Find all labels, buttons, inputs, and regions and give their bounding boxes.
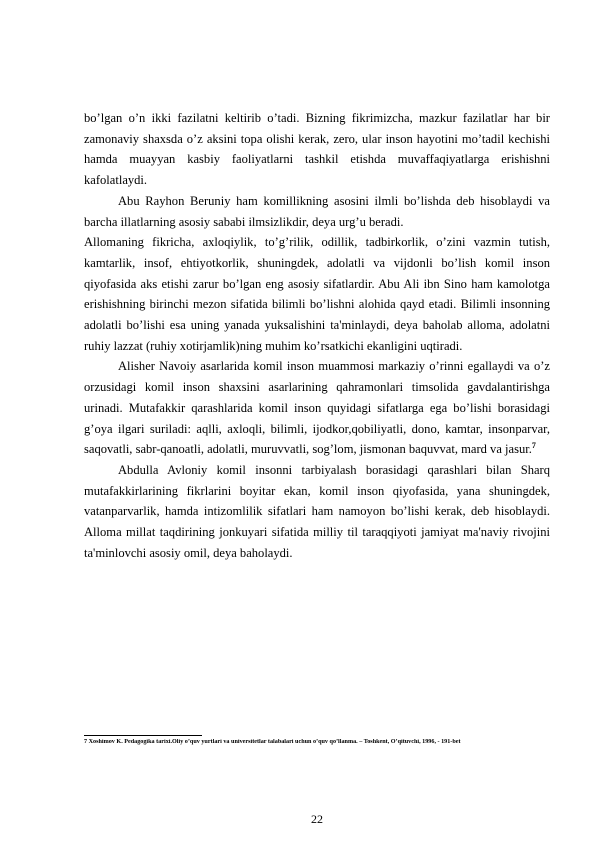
paragraph-text: Alisher Navoiy asarlarida komil inson muammosi markaziy o’rinni egallaydi va o’z orzusidagi komil inson shaxsini asarlarining qahramonlari timsolida gavdalantirishga urinadi. Mutafakkir qarashlarida komil inson quyidagi sifatlarga ega bo’lishi borasidagi g’oya ilgari suriladi: aqlli, axloqli, bilimli, ijodkor,qobiliyatli, dono, kamtar, insonparvar, saqovatli, sabr-qanoatli, adolatli, muruvvatli, sog’lom, jismonan baquvvat, mard va jasur. [84, 359, 550, 457]
body-text [84, 108, 550, 563]
footnote-text: 7 Xoshimov K. Pedagogika tarixi.Oliy o’quv yurtlari va universitetlar talabalari uchun o’quv qo’llanma. – Toshkent, O’qituvchi, 1996, - 191-bet [84, 739, 461, 745]
paragraph: Abu Rayhon Beruniy ham komillikning asosini ilmli bo’lishda deb hisoblaydi va barcha illatlarning asosiy sababi ilmsizlikdir, deya urg’u beradi. [84, 193, 550, 229]
paragraph: Allomaning fikricha, axloqiylik, to’g’rilik, odillik, tadbirkorlik, o’zini vazmin tutish, kamtarlik, insof, ehtiyotkorlik, shuningdek, adolatli va vijdonli bo’lish komil inson qiyofasida aks etishi zarur bo’lgan eng asosiy sifatlardir. Abu Ali ibn Sino ham kamolotga erishishning birinchi mezon sifatida bilimli bo’lishni alohida qayd etadi. Bilimli insonning adolatli bo’lishi esa uning yanada yuksalishini ta'minlaydi, deya baholab alloma, adolatni ruhiy lazzat (ruhiy xotirjamlik)ning muhim ko’rsatkichi ekanligini uqtiradi. [84, 235, 550, 353]
paragraph: Abdulla Avloniy komil insonni tarbiyalash borasidagi qarashlari bilan Sharq mutafakkirlarining fikrlarini boyitar ekan, komil inson qiyofasida, yana shuningdek, vatanparvarlik, hamda intizomlilik sifatlari ham namoyon bo’lishi kerak, deb hisoblaydi. Alloma millat taqdirining jonkuyari sifatida milliy til taraqqiyoti jamiyat ma'naviy rivojini ta'minlovchi asosiy omil, deya baholaydi. [84, 462, 550, 560]
paragraph-with-footnote [84, 356, 550, 460]
paragraph: bo’lgan o’n ikki fazilatni keltirib o’tadi. Bizning fikrimizcha, mazkur fazilatlar har bir zamonaviy shaxsda o’z aksini topa olishi kerak, zero, ular inson hayotini mo’tadil kechishi hamda muayyan kasbiy faoliyatlarni tashkil etishda muvaffaqiyatlarga erishishni kafolatlaydi. [84, 111, 550, 188]
footnote-reference[interactable]: 7 [531, 441, 536, 451]
page-number: 22 [311, 812, 323, 826]
footnote-divider [84, 735, 202, 736]
